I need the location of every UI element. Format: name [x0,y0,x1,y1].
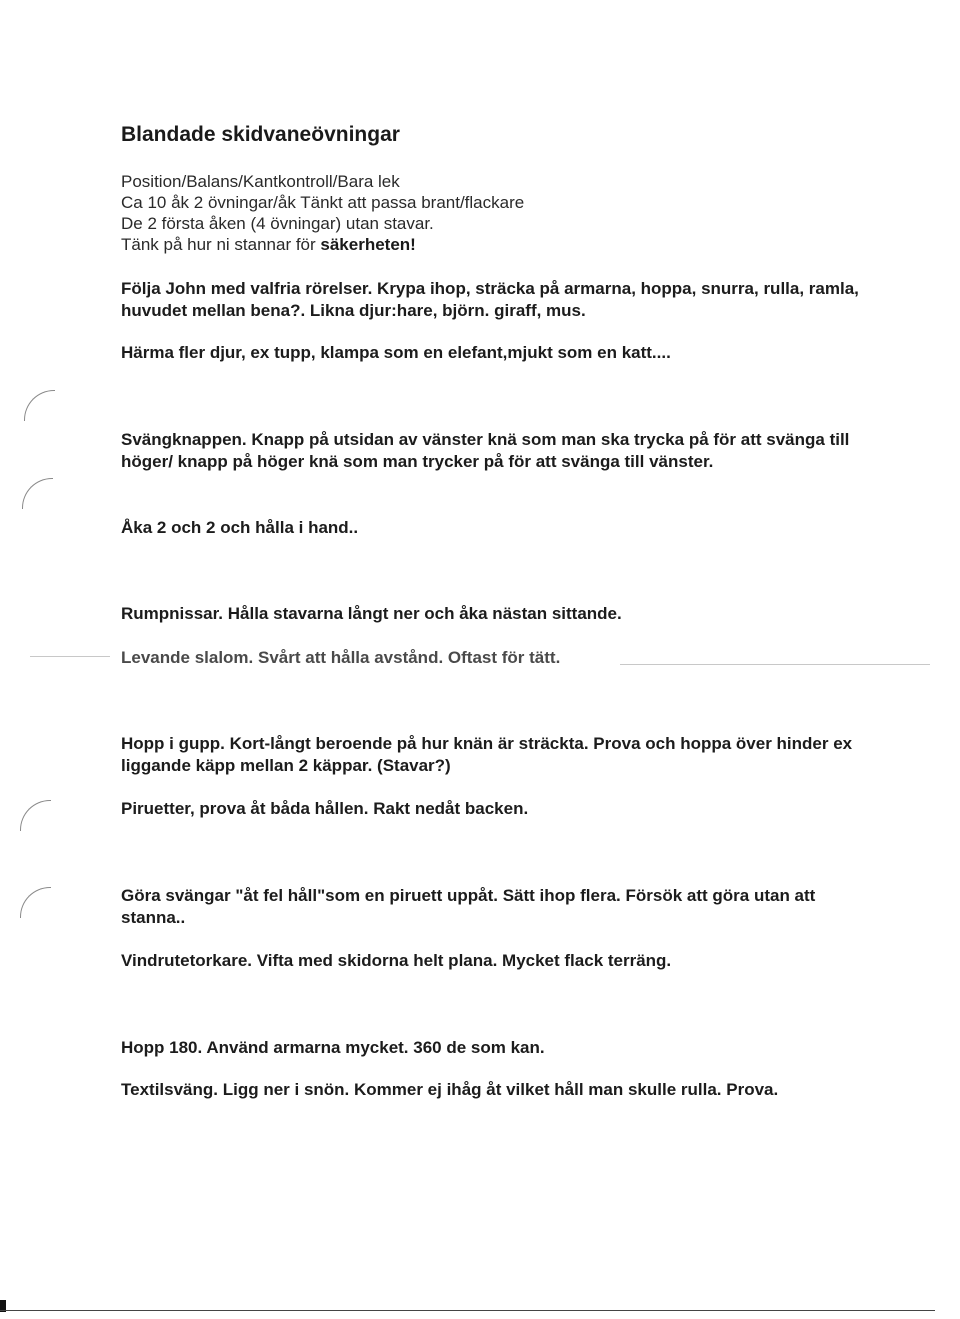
page-title: Blandade skidvaneövningar [121,123,400,146]
punch-hole-mark [20,800,51,831]
intro-line [121,234,524,255]
exercise-harma: Härma fler djur, ex tupp, klampa som en elefant,mjukt som en katt.... [121,343,671,362]
intro-line: Position/Balans/Kantkontroll/Bara lek [121,172,400,191]
exercise-hopp-i-gupp: Hopp i gupp. Kort-långt beroende på hur knän är sträckta. Prova och hoppa över hinder ex liggande käpp mellan 2 käppar. (Stavar?) [121,734,853,775]
punch-hole-mark [20,887,51,918]
exercise-textilsvang: Textilsväng. Ligg ner i snön. Kommer ej ihåg åt vilket håll man skulle rulla. Prova. [121,1080,779,1099]
exercise-aka: Åka 2 och 2 och hålla i hand.. [121,518,359,537]
exercise-gora-svangar: Göra svängar "åt fel håll"som en piruett uppåt. Sätt ihop flera. Försök att göra utan att stanna.. [121,886,816,927]
intro-line: De 2 första åken (4 övningar) utan stavar. [121,214,434,233]
exercise-piruetter: Piruetter, prova åt båda hållen. Rakt nedåt backen. [121,799,529,818]
fold-line [30,656,110,657]
scan-bottom-line [0,1310,935,1311]
exercise-svangknappen: Svängknappen. Knapp på utsidan av vänster knä som man ska trycka på för att svänga till höger/ knapp på höger knä som man trycker på för att svänga till vänster. [121,430,850,471]
exercise-hopp-180: Hopp 180. Använd armarna mycket. 360 de som kan. [121,1038,545,1057]
exercise-vindrutetorkare: Vindrutetorkare. Vifta med skidorna helt plana. Mycket flack terräng. [121,951,672,970]
intro-line-text: Tänk på hur ni stannar för [121,235,321,254]
exercise-folja-john: Följa John med valfria rörelser. Krypa ihop, sträcka på armarna, hoppa, snurra, rulla, ramla, huvudet mellan bena?. Likna djur:hare, björn. giraff, mus. [121,279,859,320]
intro-block [121,171,524,255]
intro-line-emphasis: säkerheten! [320,235,416,254]
exercise-levande-slalom: Levande slalom. Svårt att hålla avstånd. Oftast för tätt. [121,648,561,667]
punch-hole-mark [22,478,53,509]
punch-hole-mark [24,390,55,421]
exercise-rumpnissar: Rumpnissar. Hålla stavarna långt ner och åka nästan sittande. [121,604,622,623]
intro-line: Ca 10 åk 2 övningar/åk Tänkt att passa brant/flackare [121,193,525,212]
